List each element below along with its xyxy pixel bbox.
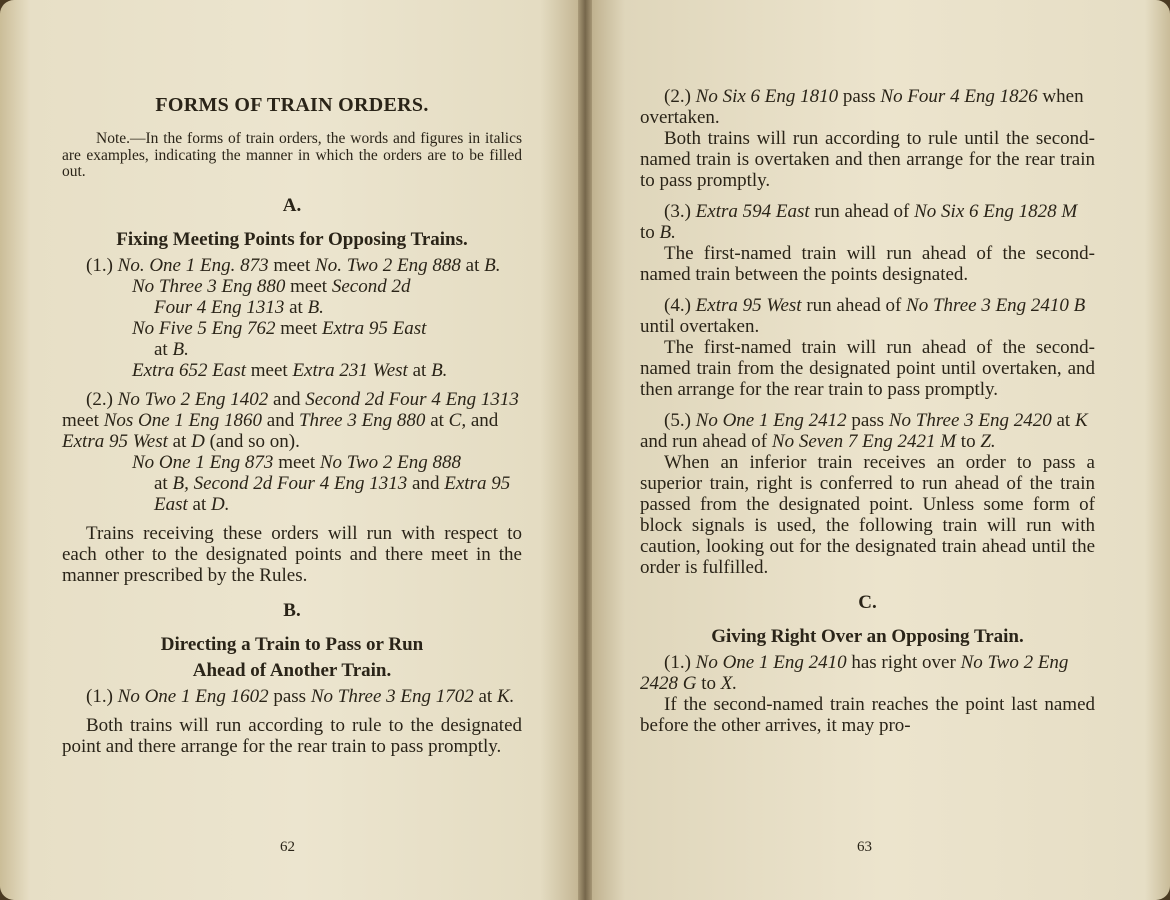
section-b-heading-line-2: Ahead of Another Train. [192, 659, 392, 681]
order-b5: (5.) No One 1 Eng 2412 pass No Three 3 Eng 2420 at K and run ahead of No Seven 7 Eng 2421 M to Z. [640, 410, 1088, 452]
book-spine [578, 0, 592, 900]
right-page [585, 0, 1170, 900]
section-b-heading-line-1: Directing a Train to Pass or Run [160, 633, 424, 655]
order-b2-explanation: Both trains will run according to rule until the second-named train is overtaken and then arrange for the rear train to pass promptly. [640, 128, 1095, 191]
order-a1-variant-3: Extra 652 East meet Extra 231 West at B. [132, 359, 448, 381]
order-b4-explanation: The first-named train will run ahead of the second-named train from the designated point until overtaken, and then arrange for the rear train to pass promptly. [640, 337, 1095, 400]
section-a-explanation: Trains receiving these orders will run with respect to each other to the designated points and there meet in the manner prescribed by the Rules. [62, 522, 522, 586]
section-a-letter: A. [282, 194, 302, 216]
section-c-heading: Giving Right Over an Opposing Train. [711, 626, 1024, 647]
order-b1: (1.) No One 1 Eng 1602 pass No Three 3 Eng 1702 at K. [86, 685, 515, 707]
order-a1-variant-2: No Five 5 Eng 762 meet Extra 95 East at B. [132, 317, 427, 360]
note-paragraph: Note.—In the forms of train orders, the words and figures in italics are examples, indicating the manner in which the orders are to be filled out. [62, 130, 522, 180]
order-b2: (2.) No Six 6 Eng 1810 pass No Four 4 Eng 1826 when overtaken. [640, 86, 1084, 128]
order-b5-explanation: When an inferior train receives an order to pass a superior train, right is conferred to run ahead of the train passed from the designated point. Unless some form of block signals is used, the following train will run with caution, looking out for the designated train ahead until the order is fulfilled. [640, 452, 1095, 578]
right-page-content [640, 86, 1095, 746]
section-b-letter: B. [283, 599, 301, 621]
page-number-left: 62 [280, 839, 295, 855]
left-page-content [62, 86, 522, 767]
order-b1-explanation: Both trains will run according to rule to the designated point and there arrange for the rear train to pass promptly. [62, 714, 522, 757]
section-c-letter: C. [858, 592, 877, 613]
order-a1-variant-1: No Three 3 Eng 880 meet Second 2d Four 4 Eng 1313 at B. [132, 275, 411, 318]
page-number-right: 63 [857, 839, 872, 855]
order-b4: (4.) Extra 95 West run ahead of No Three 3 Eng 2410 B until overtaken. [640, 295, 1086, 337]
order-c1-explanation: If the second-named train reaches the point last named before the other arrives, it may pro- [640, 694, 1095, 736]
section-a-heading: Fixing Meeting Points for Opposing Trains. [116, 228, 468, 250]
order-a1: (1.) No. One 1 Eng. 873 meet No. Two 2 Eng 888 at B. [86, 254, 501, 276]
order-b3-explanation: The first-named train will run ahead of the second-named train between the points designated. [640, 243, 1095, 285]
page-title: FORMS OF TRAIN ORDERS. [155, 94, 429, 116]
order-a2-variant-1: No One 1 Eng 873 meet No Two 2 Eng 888 at B, Second 2d Four 4 Eng 1313 and Extra 95 East at D. [132, 451, 511, 515]
order-c1: (1.) No One 1 Eng 2410 has right over No Two 2 Eng 2428 G to X. [640, 652, 1069, 694]
order-b3: (3.) Extra 594 East run ahead of No Six 6 Eng 1828 M to B. [640, 201, 1078, 243]
order-a2: (2.) No Two 2 Eng 1402 and Second 2d Four 4 Eng 1313 meet Nos One 1 Eng 1860 and Three 3 Eng 880 at C, and Extra 95 West at D (and so on). [62, 388, 519, 452]
